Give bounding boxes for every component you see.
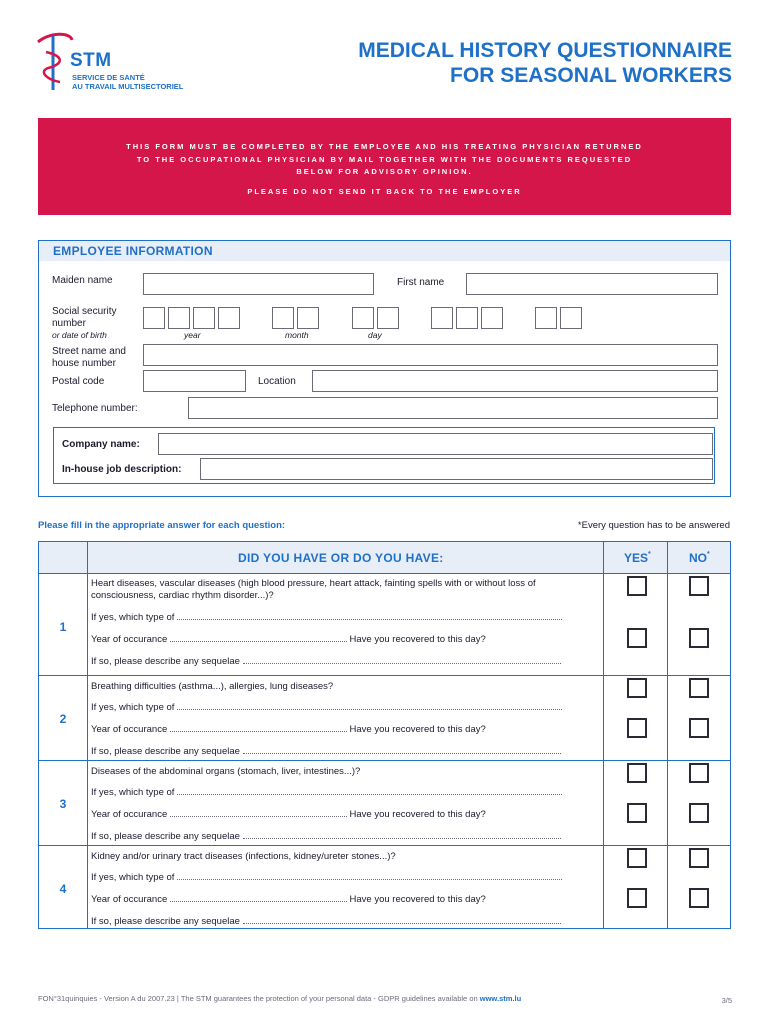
banner-line-2: TO THE OCCUPATIONAL PHYSICIAN BY MAIL TOGETHER WITH THE DOCUMENTS REQUESTED [136,154,633,164]
sequelae-line [91,656,561,667]
if-yes-label: If yes, which type of [91,612,175,623]
yes-checkbox[interactable] [627,678,647,698]
ssn-digit-2[interactable] [168,307,190,329]
footer-notice: FON°31quinquies - Version A du 2007.23 | The STM guarantees the protection of your personal data - GDPR guidelines available on [38,994,478,1003]
year-line [91,634,486,645]
if-yes-line [91,787,562,798]
ssn-digit-7[interactable] [352,307,374,329]
yes-checkbox[interactable] [627,576,647,596]
ssn-digit-3[interactable] [193,307,215,329]
yes-column-heading [624,551,651,565]
recovered-label: Have you recovered to this day? [349,894,486,905]
recovered-label: Have you recovered to this day? [349,809,486,820]
question-text: Kidney and/or urinary tract diseases (infections, kidney/ureter stones...)? [91,851,396,862]
street-label-1: Street name and [52,346,126,357]
title-line-1: MEDICAL HISTORY QUESTIONNAIRE [358,39,732,62]
ssn-digit-11[interactable] [481,307,503,329]
recovered-yes-checkbox[interactable] [627,803,647,823]
questions-heading: DID YOU HAVE OR DO YOU HAVE: [238,551,444,565]
telephone-field[interactable] [188,397,718,419]
street-label-2: house number [52,358,116,369]
question-number: 4 [59,882,67,896]
sequelae-line [91,746,561,757]
ssn-digit-8[interactable] [377,307,399,329]
recovered-no-checkbox[interactable] [689,888,709,908]
question-3 [39,761,730,846]
ssn-digit-9[interactable] [431,307,453,329]
no-column-heading [689,551,710,565]
year-label: year [184,330,201,340]
question-text: Heart diseases, vascular diseases (high blood pressure, heart attack, fainting spells with or without loss of consciousness, cardiac rhythm disorder...)? [91,578,536,601]
logo-name: STM [70,50,112,71]
no-label: NO [689,551,707,565]
logo-subtitle-1: SERVICE DE SANTÉ [72,73,145,82]
employee-information-section [38,240,731,497]
recovered-yes-checkbox[interactable] [627,888,647,908]
question-1 [39,575,730,676]
year-dotted-field[interactable] [170,724,347,732]
logo-subtitle-2: AU TRAVAIL MULTISECTORIEL [72,82,184,91]
day-label: day [368,330,382,340]
year-dotted-field[interactable] [170,809,347,817]
location-label: Location [258,376,296,387]
sequelae-dotted-field[interactable] [243,831,561,839]
title-line-2: FOR SEASONAL WORKERS [450,64,732,87]
if-yes-label: If yes, which type of [91,702,175,713]
page-number: 3/5 [721,996,732,1005]
question-number: 3 [59,797,67,811]
year-of-label: Year of occurance [91,809,168,820]
recovered-no-checkbox[interactable] [689,803,709,823]
maiden-name-label: Maiden name [52,275,113,286]
footer-text [38,994,521,1003]
if-yes-line [91,872,562,883]
fill-instruction: Please fill in the appropriate answer for each question: [38,520,286,531]
year-dotted-field[interactable] [170,894,347,902]
company-name-field[interactable] [158,433,713,455]
banner-line-4: PLEASE DO NOT SEND IT BACK TO THE EMPLOYER [247,186,522,196]
sequelae-line [91,916,561,927]
ssn-digit-12[interactable] [535,307,557,329]
employee-information-heading: EMPLOYEE INFORMATION [39,241,730,261]
recovered-yes-checkbox[interactable] [627,628,647,648]
ssn-digit-4[interactable] [218,307,240,329]
maiden-name-field[interactable] [143,273,374,295]
sequelae-label: If so, please describe any sequelae [91,916,240,927]
postal-code-label: Postal code [52,376,105,387]
if-yes-label: If yes, which type of [91,872,175,883]
if-yes-line [91,612,562,623]
if-yes-dotted-field[interactable] [177,702,562,710]
year-dotted-field[interactable] [170,634,347,642]
question-number: 1 [59,620,67,634]
job-description-field[interactable] [200,458,713,480]
banner-line-3: BELOW FOR ADVISORY OPINION. [296,167,473,176]
job-description-label: In-house job description: [62,464,182,475]
question-text: Breathing difficulties (asthma...), allergies, lung diseases? [91,681,334,692]
recovered-no-checkbox[interactable] [689,628,709,648]
recovered-label: Have you recovered to this day? [349,724,486,735]
yes-label: YES [624,551,649,565]
questions-header [39,542,730,574]
sequelae-dotted-field[interactable] [243,746,561,754]
question-2 [39,676,730,761]
ssn-label-2: number [52,318,86,329]
sequelae-dotted-field[interactable] [243,916,561,924]
recovered-no-checkbox[interactable] [689,718,709,738]
ssn-digit-13[interactable] [560,307,582,329]
year-line [91,894,486,905]
no-star: * [707,551,710,558]
company-box [53,427,715,484]
first-name-label: First name [397,277,445,288]
no-checkbox[interactable] [689,678,709,698]
if-yes-label: If yes, which type of [91,787,175,798]
sequelae-label: If so, please describe any sequelae [91,831,240,842]
sequelae-label: If so, please describe any sequelae [91,746,240,757]
question-number: 2 [59,712,67,726]
year-line [91,724,486,735]
year-of-label: Year of occurance [91,634,168,645]
yes-star: * [648,551,651,558]
if-yes-line [91,702,562,713]
location-field[interactable] [312,370,718,392]
no-checkbox[interactable] [689,763,709,783]
recovered-label: Have you recovered to this day? [349,634,486,645]
website-link[interactable]: www.stm.lu [479,994,522,1003]
telephone-label: Telephone number: [52,403,138,414]
ssn-label-1: Social security [52,306,117,317]
every-question-note: *Every question has to be answered [577,520,730,531]
stm-logo [36,30,206,100]
ssn-digit-6[interactable] [297,307,319,329]
year-of-label: Year of occurance [91,894,168,905]
year-line [91,809,486,820]
sequelae-dotted-field[interactable] [243,656,561,664]
ssn-digit-10[interactable] [456,307,478,329]
first-name-field[interactable] [466,273,718,295]
if-yes-dotted-field[interactable] [177,612,562,620]
sequelae-line [91,831,561,842]
month-label: month [285,330,309,340]
yes-checkbox[interactable] [627,763,647,783]
instructions-banner [38,118,731,215]
ssn-digit-5[interactable] [272,307,294,329]
question-4 [39,846,730,928]
yes-checkbox[interactable] [627,848,647,868]
company-name-label: Company name: [62,439,140,450]
street-field[interactable] [143,344,718,366]
postal-code-field[interactable] [143,370,246,392]
question-text: Diseases of the abdominal organs (stomach, liver, intestines...)? [91,766,361,777]
banner-line-1: THIS FORM MUST BE COMPLETED BY THE EMPLOYEE AND HIS TREATING PHYSICIAN RETURNED [126,142,643,151]
recovered-yes-checkbox[interactable] [627,718,647,738]
if-yes-dotted-field[interactable] [177,787,562,795]
ssn-digit-1[interactable] [143,307,165,329]
if-yes-dotted-field[interactable] [177,872,562,880]
no-checkbox[interactable] [689,848,709,868]
year-of-label: Year of occurance [91,724,168,735]
questions-table [38,541,731,929]
date-of-birth-label: or date of birth [52,330,107,340]
no-checkbox[interactable] [689,576,709,596]
page-title [358,38,732,88]
sequelae-label: If so, please describe any sequelae [91,656,240,667]
